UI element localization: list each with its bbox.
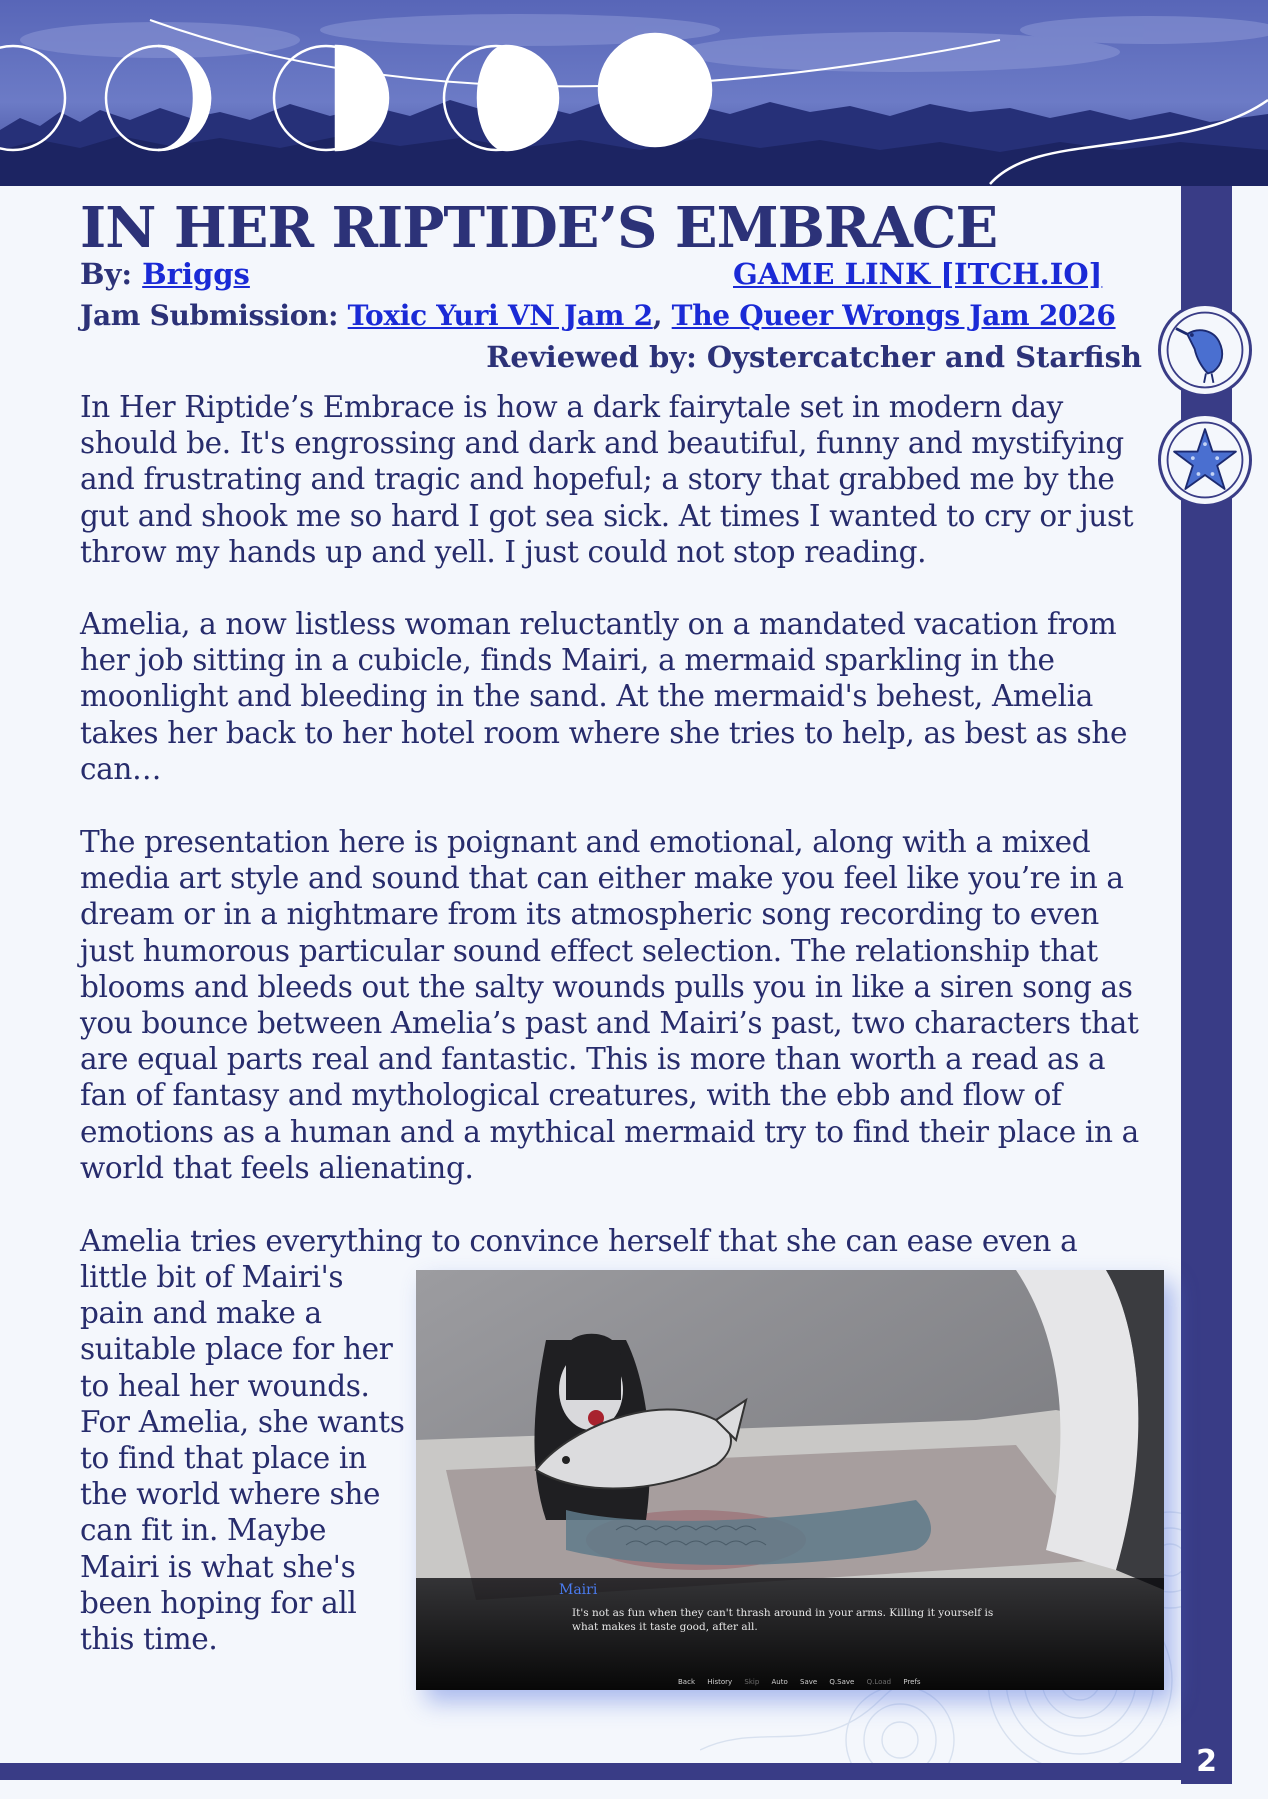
quick-menu-qsave: Q.Save: [829, 1678, 855, 1686]
game-screenshot: [416, 1270, 1164, 1690]
quick-menu-prefs: Prefs: [903, 1678, 921, 1686]
dialogue-text: It's not as fun when they can't thrash around in your arms. Killing it yourself is what makes it taste good, after all.: [572, 1607, 994, 1633]
speaker-name: Mairi: [559, 1582, 598, 1598]
paragraph-closing-start: Amelia tries everything to convince herself that she can ease even a: [80, 1224, 1078, 1258]
header-banner: [0, 0, 1268, 186]
bottom-bar: [0, 1763, 1181, 1780]
oystercatcher-avatar: [1158, 303, 1252, 397]
jam-label: Jam Submission:: [80, 299, 348, 332]
quick-menu-back: Back: [678, 1678, 695, 1686]
reviewed-by-line: Reviewed by: Oystercatcher and Starfish: [486, 340, 1142, 374]
quick-menu-history: History: [707, 1678, 733, 1686]
quick-menu-qload: Q.Load: [866, 1678, 892, 1686]
game-link[interactable]: GAME LINK [ITCH.IO]: [733, 257, 1103, 291]
starfish-icon: [1161, 416, 1249, 504]
article-title: IN HER RIPTIDE’S EMBRACE: [80, 195, 998, 261]
paragraph-presentation: The presentation here is poignant and emotional, along with a mixed media art style and sound that can either make you feel like you’re in a dream or in a nightmare from its atmospheric song recording to even just humorous particular sound effect selection. The relationship that blooms and bleeds out the salty wounds pulls you in like a siren song as you bounce between Amelia’s past and Mairi’s past, two characters that are equal parts real and fantastic. This is more than worth a read as a fan of fantasy and mythological creatures, with the ebb and flow of emotions as a human and a mythical mermaid try to find their place in a world that feels alienating.: [80, 825, 1139, 1185]
dialogue-box: [416, 1578, 1164, 1690]
starfish-avatar: [1158, 413, 1252, 507]
paragraph-intro: In Her Riptide’s Embrace is how a dark fairytale set in modern day should be. It's engrossing and dark and beautiful, funny and mystifying and frustrating and tragic and hopeful; a story that grabbed me by the gut and shook me so hard I got sea sick. At times I wanted to cry or just throw my hands up and yell. I just could not stop reading.: [80, 390, 1134, 569]
author-label: By:: [80, 257, 143, 291]
quick-menu-auto: Auto: [771, 1678, 788, 1686]
quick-menu: [678, 1678, 931, 1686]
author-link[interactable]: Briggs: [142, 257, 250, 291]
jam-separator: ,: [652, 299, 672, 332]
oystercatcher-icon: [1161, 306, 1249, 394]
paragraph-synopsis: Amelia, a now listless woman reluctantly on a mandated vacation from her job sitting in a cubicle, finds Mairi, a mermaid sparkling in the moonlight and bleeding in the sand. At the mermaid's behest, Amelia takes her back to her hotel room where she tries to help, as best as she can…: [80, 607, 1128, 786]
page-number: 2: [1181, 1740, 1232, 1784]
paragraph-closing-wrap: little bit of Mairi's pain and make a suitable place for her to heal her wounds. For Amelia, she wants to find that place in the world where she can fit in. Maybe Mairi is what she's been hoping for all this time.: [80, 1260, 405, 1657]
quick-menu-skip: Skip: [744, 1678, 760, 1686]
author-line: [80, 256, 250, 292]
jam-link-toxic-yuri[interactable]: Toxic Yuri VN Jam 2: [347, 299, 653, 332]
quick-menu-save: Save: [800, 1678, 818, 1686]
jam-link-queer-wrongs[interactable]: The Queer Wrongs Jam 2026: [671, 299, 1116, 332]
jam-submission-line: [80, 298, 1116, 334]
